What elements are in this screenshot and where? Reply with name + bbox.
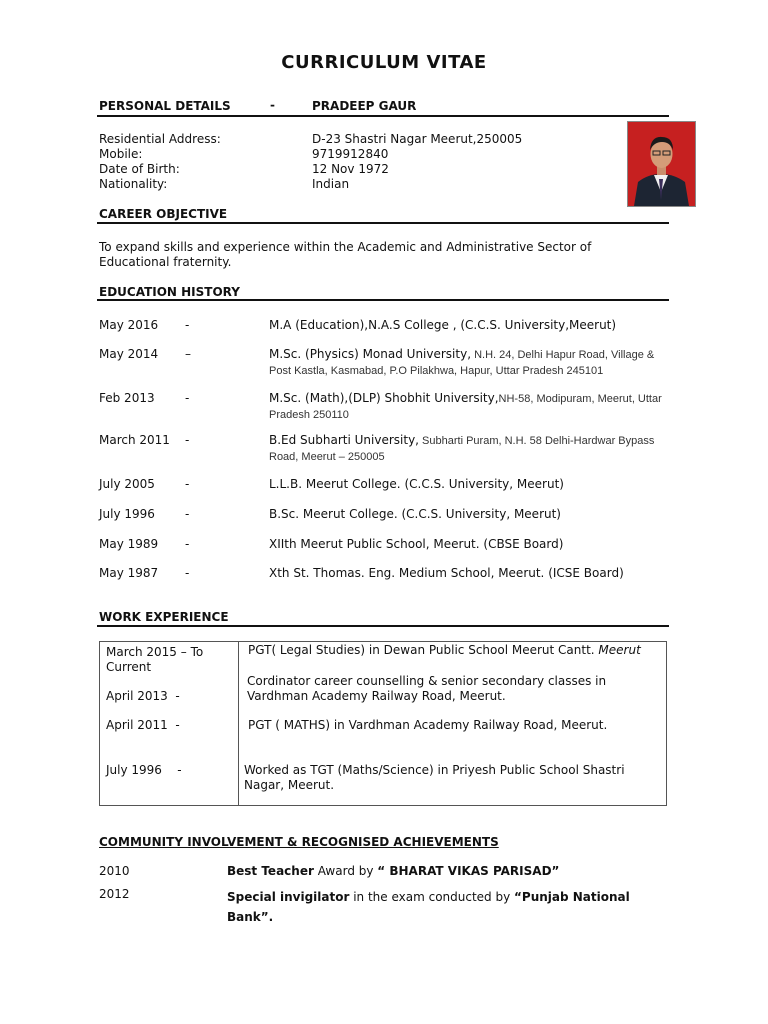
work-experience-table <box>99 641 667 806</box>
edu-detail: Xth St. Thomas. Eng. Medium School, Meerut. (ICSE Board) <box>269 566 624 580</box>
edu-detail: L.L.B. Meerut College. (C.C.S. University, Meerut) <box>269 477 564 491</box>
edu-date: May 1989 <box>99 537 159 551</box>
value-nationality: Indian <box>312 177 350 191</box>
work-roles-cell <box>239 642 667 806</box>
edu-detail: M.A (Education),N.A.S College , (C.C.S. University,Meerut) <box>269 318 617 332</box>
value-mobile: 9719912840 <box>312 147 389 161</box>
edu-dash: - <box>185 477 190 491</box>
table-row <box>100 642 667 806</box>
personal-dash: - <box>270 98 275 112</box>
community-heading: COMMUNITY INVOLVEMENT & RECOGNISED ACHIEVEMENTS <box>99 835 499 849</box>
work-experience-heading: WORK EXPERIENCE <box>99 610 229 624</box>
education-heading: EDUCATION HISTORY <box>99 285 240 299</box>
work-role-4: Worked as TGT (Maths/Science) in Priyesh Public School Shastri Nagar, Meerut. <box>244 763 625 792</box>
edu-dash: - <box>185 507 190 521</box>
edu-dash: - <box>185 318 190 332</box>
work-date-1: March 2015 – To Current <box>106 645 204 674</box>
edu-detail: XIIth Meerut Public School, Meerut. (CBSE Board) <box>269 537 564 551</box>
edu-date: Feb 2013 <box>99 391 155 405</box>
person-photo-icon <box>627 121 696 207</box>
edu-detail: M.Sc. (Physics) Monad University, N.H. 24, Delhi Hapur Road, Village & Post Kastla, Kasmabad, P.O Pilakhwa, Hapur, Uttar Pradesh 245101 <box>269 347 655 377</box>
personal-labels <box>99 132 221 192</box>
work-dates-cell <box>100 642 239 806</box>
person-name: PRADEEP GAUR <box>312 99 417 113</box>
label-dob: Date of Birth: <box>99 162 180 176</box>
edu-date: July 1996 <box>99 507 155 521</box>
section-rule <box>97 625 669 627</box>
personal-values <box>312 132 522 192</box>
edu-dash: - <box>185 433 190 447</box>
edu-date: May 2016 <box>99 318 159 332</box>
edu-detail: B.Sc. Meerut College. (C.C.S. University, Meerut) <box>269 507 561 521</box>
edu-dash: - <box>185 537 190 551</box>
work-date-3: April 2011 - <box>106 718 180 732</box>
edu-date: July 2005 <box>99 477 155 491</box>
achievement-text: Special invigilator in the exam conducted by “Punjab National Bank”. <box>227 890 630 924</box>
value-dob: 12 Nov 1972 <box>312 162 389 176</box>
edu-dash: - <box>185 566 190 580</box>
label-address: Residential Address: <box>99 132 221 146</box>
edu-date: May 1987 <box>99 566 159 580</box>
work-date-4: July 1996 - <box>106 763 182 777</box>
edu-date: May 2014 <box>99 347 159 361</box>
edu-detail: B.Ed Subharti University, Subharti Puram, N.H. 58 Delhi-Hardwar Bypass Road, Meerut – 250005 <box>269 433 655 463</box>
career-objective-heading: CAREER OBJECTIVE <box>99 207 228 221</box>
label-nationality: Nationality: <box>99 177 168 191</box>
page-title: CURRICULUM VITAE <box>281 52 487 73</box>
work-role-3: PGT ( MATHS) in Vardhman Academy Railway Road, Meerut. <box>248 718 608 732</box>
achievement-year: 2012 <box>99 887 130 901</box>
edu-dash: – <box>185 347 191 361</box>
career-objective-text: To expand skills and experience within the Academic and Administrative Sector of Educational fraternity. <box>99 240 592 269</box>
achievement-year: 2010 <box>99 864 130 878</box>
edu-date: March 2011 <box>99 433 170 447</box>
work-date-2: April 2013 - <box>106 689 180 703</box>
achievement-text: Best Teacher Award by “ BHARAT VIKAS PARISAD” <box>227 864 560 878</box>
edu-detail: M.Sc. (Math),(DLP) Shobhit University,NH-58, Modipuram, Meerut, Uttar Pradesh 250110 <box>269 391 662 421</box>
work-role-1: PGT( Legal Studies) in Dewan Public School Meerut Cantt. Meerut <box>248 643 641 657</box>
label-mobile: Mobile: <box>99 147 143 161</box>
section-rule <box>97 222 669 224</box>
value-address: D-23 Shastri Nagar Meerut,250005 <box>312 132 523 146</box>
edu-dash: - <box>185 391 190 405</box>
personal-details-heading: PERSONAL DETAILS <box>99 99 231 113</box>
section-rule <box>97 299 669 301</box>
work-role-2: Cordinator career counselling & senior secondary classes in Vardhman Academy Railway Road, Meerut. <box>247 674 607 703</box>
section-rule <box>97 115 669 117</box>
